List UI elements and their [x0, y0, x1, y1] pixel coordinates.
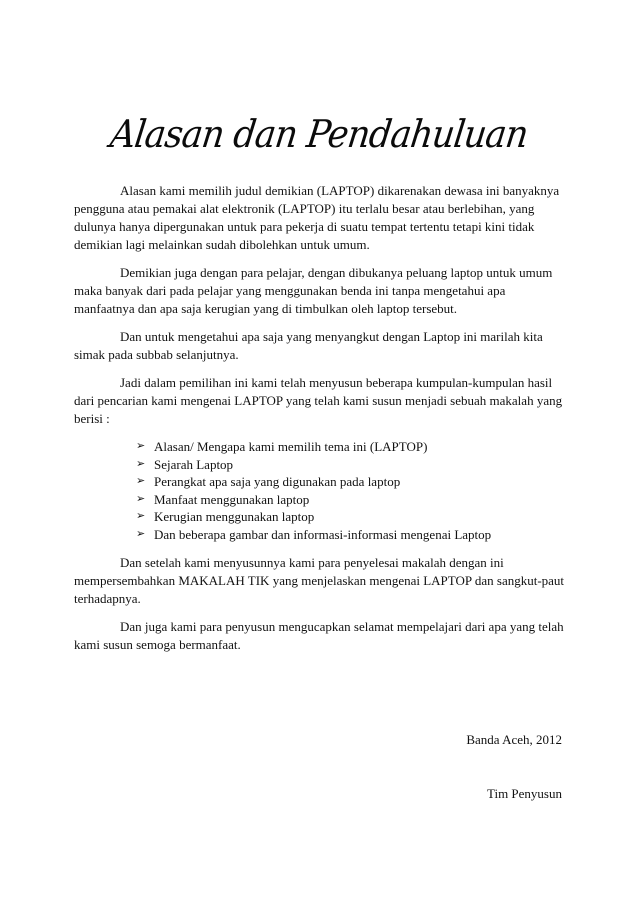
paragraph-presentation: Dan setelah kami menyusunnya kami para penyelesai makalah dengan ini mempersembahkan MAKALAH TIK yang menjelaskan mengenai LAPTOP dan sangkut-paut terhadapnya. [74, 554, 565, 606]
place-date: Banda Aceh, 2012 [466, 732, 562, 747]
page-title: Alasan dan Pendahuluan [107, 112, 531, 156]
paragraph-contents-intro: Jadi dalam pemilihan ini kami telah menyusun beberapa kumpulan-kumpulan hasil dari pencarian kami mengenai LAPTOP yang telah kami susun menjadi sebuah makalah yang berisi : [74, 375, 563, 426]
arrowhead-bullet-icon: ➢ [136, 440, 146, 452]
arrowhead-bullet-icon: ➢ [136, 475, 146, 488]
paragraph-next-subchapter: Dan untuk mengetahui apa saja yang menyangkut dengan Laptop ini marilah kita simak pada subbab selanjutnya. [74, 329, 543, 362]
list-item [136, 508, 568, 526]
list-item [136, 526, 568, 544]
list-item-text: Perangkat apa saja yang digunakan pada laptop [154, 474, 401, 490]
list-item-text: Manfaat menggunakan laptop [154, 491, 310, 507]
document-body [74, 182, 568, 664]
arrowhead-bullet-icon: ➢ [136, 527, 146, 540]
list-item [136, 491, 568, 509]
list-item-text: Dan beberapa gambar dan informasi-informasi mengenai Laptop [154, 526, 492, 542]
paragraph-reason: Alasan kami memilih judul demikian (LAPTOP) dikarenakan dewasa ini banyaknya pengguna atau pemakai alat elektronik (LAPTOP) itu terlalu besar atau berlebihan, yang dulunya hanya dipergunakan untuk para pekerja di suatu tempat tertentu tetapi kini tidak demikian lagi melainkan sudah dibolehkan untuk umum. [74, 183, 560, 252]
arrowhead-bullet-icon: ➢ [136, 492, 146, 505]
list-item [136, 473, 568, 491]
list-item-text: Alasan/ Mengapa kami memilih tema ini (LAPTOP) [154, 439, 428, 454]
list-item [136, 438, 568, 456]
author-signature: Tim Penyusun [486, 786, 562, 801]
paragraph-closing: Dan juga kami para penyusun mengucapkan selamat mempelajari dari apa yang telah kami susun semoga bermanfaat. [74, 618, 564, 652]
list-item-text: Sejarah Laptop [154, 456, 234, 472]
arrowhead-bullet-icon: ➢ [136, 510, 146, 523]
paragraph-students: Demikian juga dengan para pelajar, dengan dibukanya peluang laptop untuk umum maka banyak dari pada pelajar yang menggunakan benda ini tanpa mengetahui apa manfaatnya dan apa saja kerugian yang di timbulkan oleh laptop tersebut. [74, 265, 553, 316]
list-item-text: Kerugian menggunakan laptop [154, 509, 315, 525]
contents-bullet-list [74, 438, 568, 544]
list-item [136, 456, 568, 474]
arrowhead-bullet-icon: ➢ [136, 457, 146, 470]
